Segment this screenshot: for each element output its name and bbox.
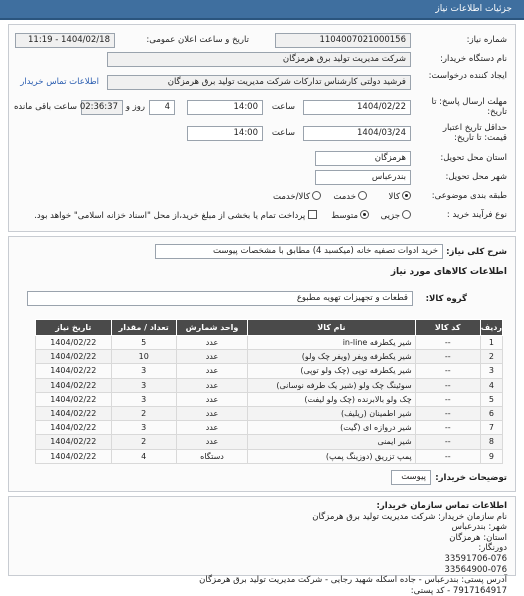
cell-date: 1404/02/22 (36, 350, 112, 364)
summary-label: شرح کلی نیاز: (446, 247, 507, 257)
category-row (17, 189, 507, 205)
cell-row: 3 (480, 364, 502, 378)
remaining-time-field[interactable]: 02:36:37 (81, 100, 123, 115)
col-quantity: تعداد / مقدار (111, 320, 176, 336)
cell-name: شیر اطمینان (ریلیف) (248, 406, 416, 420)
cell-name: شیر دروازه ای (گیت) (248, 421, 416, 435)
cell-code: -- (415, 378, 480, 392)
col-name: نام کالا (248, 320, 416, 336)
category-option-service[interactable]: خدمت (333, 191, 367, 202)
buyer-label: نام دستگاه خریدار: (440, 54, 507, 64)
cell-date: 1404/02/22 (36, 435, 112, 449)
cell-date: 1404/02/22 (36, 421, 112, 435)
cell-date: 1404/02/22 (36, 364, 112, 378)
col-row: ردیف (480, 320, 502, 336)
radio-selected-icon (360, 210, 369, 219)
col-code: کد کالا (415, 320, 480, 336)
cell-unit: دستگاه (176, 449, 247, 463)
cell-name: شیر یکطرفه ویفر (ویفر چک ولو) (248, 350, 416, 364)
col-unit: واحد شمارش (176, 320, 247, 336)
process-row (17, 208, 507, 224)
category-option-goods[interactable]: کالا (389, 191, 411, 202)
contact-line: دورنگار: (478, 543, 507, 554)
items-title: اطلاعات کالاهای مورد نیاز (390, 267, 507, 277)
table-row (36, 336, 503, 350)
cell-unit: عدد (176, 421, 247, 435)
items-table-body (36, 336, 503, 464)
cell-date: 1404/02/22 (36, 392, 112, 406)
cell-quantity: 3 (111, 421, 176, 435)
group-label: گروه کالا: (425, 294, 467, 304)
cell-code: -- (415, 336, 480, 350)
process-option-medium[interactable]: متوسط (331, 210, 369, 221)
category-label: طبقه بندی موضوعی: (431, 191, 507, 201)
contact-title: اطلاعات تماس سازمان خریدار: (376, 501, 507, 511)
cell-row: 9 (480, 449, 502, 463)
cell-name: چک ولو بالابرنده (چک ولو لیفت) (248, 392, 416, 406)
buyer-contact-section (8, 496, 516, 596)
table-row (36, 449, 503, 463)
table-row (36, 392, 503, 406)
city-field[interactable]: بندرعباس (315, 170, 411, 185)
contact-line: 33591706-076 (444, 553, 507, 564)
radio-icon (402, 210, 411, 219)
cell-unit: عدد (176, 336, 247, 350)
radio-icon (312, 191, 321, 200)
cell-unit: عدد (176, 435, 247, 449)
cell-name: شیر یکطرفه in-line (248, 336, 416, 350)
page-title: جزئیات اطلاعات نیاز (435, 4, 512, 14)
reply-time-label: ساعت (271, 102, 295, 112)
cell-unit: عدد (176, 406, 247, 420)
contact-line: 7917164917 - کد پستی: (410, 585, 507, 596)
table-row (36, 364, 503, 378)
announce-field[interactable]: 1404/02/18 - 11:19 (15, 33, 115, 48)
buyer-contact-link[interactable]: اطلاعات تماس خریدار (20, 77, 99, 87)
days-field[interactable]: 4 (149, 100, 175, 115)
cell-code: -- (415, 392, 480, 406)
reply-deadline-row (13, 97, 507, 119)
cell-name: شیر ایمنی (248, 435, 416, 449)
notes-field[interactable]: پیوست (391, 470, 431, 485)
treasury-payment-option[interactable]: پرداخت تمام یا بخشی از مبلغ خرید،از محل "اسناد خزانه اسلامی" خواهد بود. (34, 210, 317, 221)
cell-row: 4 (480, 378, 502, 392)
cell-date: 1404/02/22 (36, 336, 112, 350)
notes-label: توضیحات خریدار: (435, 473, 507, 483)
validity-date-field[interactable]: 1404/03/24 (303, 126, 411, 141)
cell-unit: عدد (176, 364, 247, 378)
province-label: استان محل تحویل: (440, 153, 507, 163)
city-label: شهر محل تحویل: (445, 172, 507, 182)
province-field[interactable]: هرمزگان (315, 151, 411, 166)
cell-quantity: 3 (111, 392, 176, 406)
remaining-label: ساعت باقی مانده (13, 102, 77, 112)
reply-time-field[interactable]: 14:00 (187, 100, 263, 115)
reply-label: مهلت ارسال پاسخ: تا تاریخ: (431, 97, 507, 117)
contact-line: نام سازمان خریدار: شرکت مدیریت تولید برق هرمزگان (312, 511, 507, 522)
announce-label: تاریخ و ساعت اعلان عمومی: (146, 35, 249, 45)
need-details-panel (8, 24, 516, 232)
validity-row (17, 123, 507, 145)
cell-name: شیر یکطرفه توپی (چک ولو توپی) (248, 364, 416, 378)
city-row (17, 170, 507, 186)
table-row (36, 350, 503, 364)
cell-row: 6 (480, 406, 502, 420)
contact-lines (17, 512, 507, 596)
creator-label: ایجاد کننده درخواست: (428, 71, 507, 81)
need-number-label: شماره نیاز: (466, 35, 507, 45)
cell-unit: عدد (176, 350, 247, 364)
cell-name: پمپ تزریق (دوزینگ پمپ) (248, 449, 416, 463)
table-row (36, 378, 503, 392)
cell-quantity: 10 (111, 350, 176, 364)
cell-quantity: 2 (111, 435, 176, 449)
process-label: نوع فرآیند خرید : (446, 210, 507, 220)
cell-quantity: 3 (111, 378, 176, 392)
process-option-minor[interactable]: جزیی (381, 210, 411, 221)
cell-code: -- (415, 435, 480, 449)
table-row (36, 406, 503, 420)
days-label: روز و (125, 102, 145, 112)
cell-row: 8 (480, 435, 502, 449)
cell-unit: عدد (176, 378, 247, 392)
buyer-row (17, 52, 507, 68)
cell-quantity: 5 (111, 336, 176, 350)
cell-code: -- (415, 406, 480, 420)
col-date: تاریخ نیاز (36, 320, 112, 336)
group-field[interactable]: قطعات و تجهیزات تهویه مطبوع (27, 291, 413, 306)
cell-quantity: 4 (111, 449, 176, 463)
province-row (17, 151, 507, 167)
validity-time-field[interactable]: 14:00 (187, 126, 263, 141)
radio-selected-icon (402, 191, 411, 200)
category-option-both[interactable]: کالا/خدمت (273, 191, 321, 202)
summary-field[interactable]: خرید ادوات تصفیه خانه (میکسبد 4) مطابق با مشخصات پیوست (155, 244, 443, 259)
cell-date: 1404/02/22 (36, 378, 112, 392)
cell-row: 7 (480, 421, 502, 435)
cell-quantity: 3 (111, 364, 176, 378)
cell-quantity: 2 (111, 406, 176, 420)
cell-code: -- (415, 449, 480, 463)
items-table (35, 319, 503, 464)
cell-name: سوئینگ چک ولو (شیر یک طرفه نوسانی) (248, 378, 416, 392)
radio-icon (358, 191, 367, 200)
cell-code: -- (415, 364, 480, 378)
creator-row (17, 71, 507, 93)
items-section (8, 236, 516, 492)
cell-date: 1404/02/22 (36, 449, 112, 463)
cell-row: 2 (480, 350, 502, 364)
checkbox-icon (308, 210, 317, 219)
buyer-field[interactable]: شرکت مدیریت تولید برق هرمزگان (107, 52, 411, 67)
cell-code: -- (415, 350, 480, 364)
table-row (36, 435, 503, 449)
table-row (36, 421, 503, 435)
cell-unit: عدد (176, 392, 247, 406)
validity-label: حداقل تاریخ اعتبار قیمت: تا تاریخ: (442, 123, 507, 143)
contact-line: 33564900-076 (444, 564, 507, 575)
contact-line: آدرس پستی: بندرعباس - جاده اسکله شهید رجایی - شرکت مدیریت تولید برق هرمزگان (199, 575, 507, 586)
contact-line: استان: هرمزگان (449, 532, 507, 543)
cell-row: 1 (480, 336, 502, 350)
reply-date-field[interactable]: 1404/02/22 (303, 100, 411, 115)
need-number-field[interactable]: 1104007021000156 (275, 33, 411, 48)
validity-time-label: ساعت (271, 128, 295, 138)
creator-field[interactable]: فرشید دولتی کارشناس تدارکات شرکت مدیریت تولید برق هرمزگان (107, 75, 411, 90)
cell-code: -- (415, 421, 480, 435)
need-number-row (17, 33, 507, 49)
page-header (0, 0, 524, 20)
contact-line: شهر: بندرعباس (451, 522, 507, 533)
table-header-row (36, 320, 503, 336)
cell-date: 1404/02/22 (36, 406, 112, 420)
cell-row: 5 (480, 392, 502, 406)
